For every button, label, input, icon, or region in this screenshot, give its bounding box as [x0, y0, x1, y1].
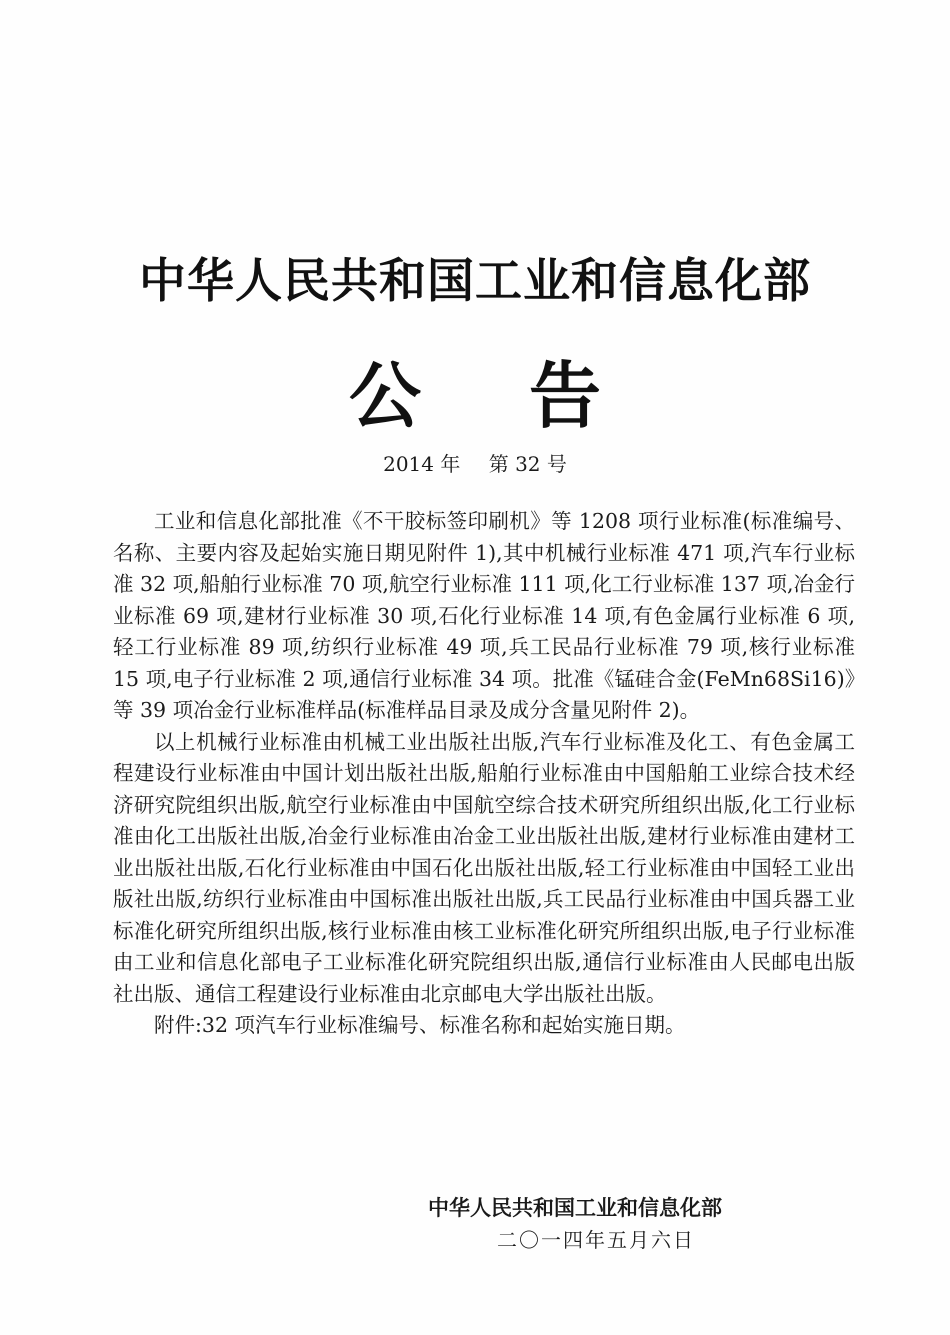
document-issue-number: 第 32 号 — [488, 452, 567, 476]
document-number — [0, 448, 950, 477]
ministry-title: 中华人民共和国工业和信息化部 — [139, 254, 811, 309]
document-type-heading: 公告 — [348, 354, 709, 438]
issue-date: 二〇一四年五月六日 — [497, 1228, 695, 1252]
body-paragraph-publishers: 以上机械行业标准由机械工业出版社出版,汽车行业标准及化工、有色金属工程建设行业标准由中国计划出版社出版,船舶行业标准由中国船舶工业综合技术经济研究院组织出版,航空行业标准由中国航空综合技术研究所组织出版,化工行业标准由化工出版社出版,冶金行业标准由冶金工业出版社出版,建材行业标准由建材工业出版社出版,石化行业标准由中国石化出版社出版,轻工行业标准由中国轻工业出版社出版,纺织行业标准由中国标准出版社出版,兵工民品行业标准由中国兵器工业标准化研究所组织出版,核行业标准由核工业标准化研究所组织出版,电子行业标准由工业和信息化部电子工业标准化研究院组织出版,通信行业标准由人民邮电出版社出版、通信工程建设行业标准由北京邮电大学出版社出版。 — [113, 729, 855, 1006]
body-paragraph-approval: 工业和信息化部批准《不干胶标签印刷机》等 1208 项行业标准(标准编号、名称、主要内容及起始实施日期见附件 1),其中机械行业标准 471 项,汽车行业标准 32 项,船舶行业标准 70 项,航空行业标准 111 项,化工行业标准 137 项,冶金行业标准 69 项,建材行业标准 30 项,石化行业标准 14 项,有色金属行业标准 6 项,轻工行业标准 89 项,纺织行业标准 49 项,兵工民品行业标准 79 项,核行业标准 15 项,电子行业标准 2 项,通信行业标准 34 项。批准《锰硅合金(FeMn68Si16)》等 39 项冶金行业标准样品(标准样品目录及成分含量见附件 2)。 — [113, 509, 855, 722]
document-year: 2014 年 — [383, 452, 461, 476]
announcement-body — [113, 506, 855, 1042]
body-paragraph-attachment: 附件:32 项汽车行业标准编号、标准名称和起始实施日期。 — [154, 1013, 686, 1037]
issuer-signature: 中华人民共和国工业和信息化部 — [428, 1196, 722, 1220]
